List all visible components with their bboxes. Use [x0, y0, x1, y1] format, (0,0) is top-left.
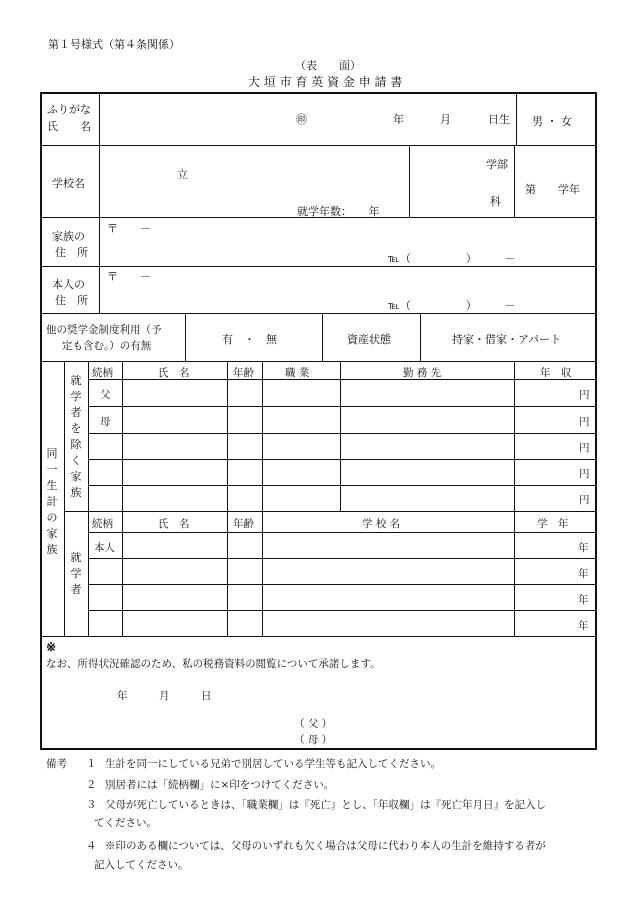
hh-col-g	[514, 361, 515, 636]
note-text: ※印のある欄については、父母のいずれも欠く場合は父母に代わり本人の生計を維持する者が	[105, 840, 546, 852]
consent-text: なお、所得状況確認のため、私の税務資料の閲覧について承諾します。	[46, 658, 381, 670]
label-col	[99, 92, 100, 313]
seal-mark: ㊞	[296, 113, 307, 126]
student-label: 就学者	[70, 551, 82, 596]
sep-3	[40, 266, 597, 267]
header-occupation: 職 業	[285, 367, 310, 379]
years-label: 就学年数： 年	[297, 205, 380, 218]
note-num: ３	[86, 799, 97, 811]
asset-label: 資産状態	[347, 333, 391, 346]
income-unit: 円	[579, 442, 590, 454]
form-number: 第１号様式（第４条関係）	[48, 38, 180, 51]
birth-year: 年	[393, 113, 404, 126]
scholarship-label-2: 定も含む。）の有無	[62, 340, 152, 352]
consent-mother: （ 母 ）	[294, 734, 333, 746]
income-unit: 円	[579, 494, 590, 506]
school-ritsu: 立	[177, 168, 188, 181]
grade-unit: 年	[578, 542, 589, 554]
hh-col-f	[340, 361, 341, 511]
frame-bottom	[40, 748, 597, 750]
hh-col-c	[122, 361, 123, 636]
form-side: （表 面）	[295, 59, 361, 72]
frame-left	[40, 92, 42, 750]
sep-6	[40, 636, 597, 637]
furigana-label: ふりがな	[47, 103, 91, 116]
relation-mother: 母	[100, 416, 111, 428]
grade-unit: 年	[578, 620, 589, 632]
grade-unit: 年	[578, 568, 589, 580]
non-student-label: 就学者を除く家族	[70, 374, 82, 499]
sch-col-1	[185, 313, 186, 361]
relation-self: 本人	[94, 542, 115, 554]
grade-col	[514, 145, 515, 217]
department-label: 科	[490, 195, 501, 208]
sch-col-3	[420, 313, 421, 361]
sep-4	[40, 313, 597, 314]
note-num: １	[86, 758, 97, 770]
hh-row-10	[88, 610, 597, 611]
note-text: てください。	[94, 817, 157, 829]
income-unit: 円	[579, 468, 590, 480]
grade-label: 第 学年	[525, 183, 580, 196]
sch-col-2	[322, 313, 323, 361]
hh-col-b	[88, 361, 89, 636]
consent-father: （ 父 ）	[294, 718, 333, 730]
note-text: 父母が死亡しているときは、「職業欄」は『死亡』とし、「年収欄」は『死亡年月日』を記入し	[105, 799, 546, 811]
hh-col-d	[227, 361, 228, 636]
hh-row-3	[88, 433, 597, 434]
hh-col-a	[64, 361, 65, 636]
birth-month: 月	[440, 113, 451, 126]
hh-row-9	[88, 584, 597, 585]
note-num: ２	[86, 779, 97, 791]
faculty-label: 学部	[486, 158, 508, 171]
form-title: 大 垣 市 育 英 資 金 申 請 書	[248, 75, 403, 89]
household-label: 同一生計の家族	[46, 447, 58, 556]
header-grade: 学 年	[537, 518, 569, 530]
note-text: 別居者には「続柄欄」に×印をつけてください。	[105, 779, 335, 791]
name-label: 氏 名	[47, 120, 91, 133]
family-tel: ℡（ ） －	[388, 252, 516, 265]
family-address-label-2: 住 所	[55, 246, 88, 259]
hh-row-8	[88, 558, 597, 559]
hh-col-e	[262, 361, 263, 636]
family-postal: 〒 －	[107, 222, 151, 235]
header-workplace: 勤 務 先	[403, 367, 442, 379]
consent-mark: ※	[46, 640, 57, 654]
hh-row-2	[88, 406, 597, 407]
hh-row-4	[88, 459, 597, 460]
header-school: 学 校 名	[362, 518, 401, 530]
header-name: 氏 名	[158, 518, 190, 530]
header-age: 年齢	[233, 367, 254, 379]
notes-label: 備考	[46, 758, 67, 770]
hh-row-5	[88, 485, 597, 486]
income-unit: 円	[579, 389, 590, 401]
school-label: 学校名	[52, 177, 85, 190]
header-relation: 続柄	[92, 518, 113, 530]
self-tel: ℡（ ） －	[388, 299, 516, 312]
family-address-label-1: 家族の	[52, 230, 85, 243]
header-income: 年 収	[540, 367, 572, 379]
note-text: 記入してください。	[94, 859, 189, 871]
relation-father: 父	[100, 389, 111, 401]
header-age: 年齢	[233, 518, 254, 530]
header-name: 氏 名	[158, 367, 190, 379]
asset-choice[interactable]: 持家・借家・アパート	[452, 333, 562, 346]
note-text: 生計を同一にしている兄弟で別居している学生等も記入してください。	[105, 758, 441, 770]
scholarship-choice[interactable]: 有 ・ 無	[222, 333, 277, 346]
hh-row-7	[88, 532, 597, 533]
gender-choice[interactable]: 男 ・ 女	[532, 115, 572, 128]
faculty-col	[409, 145, 410, 217]
self-postal: 〒 －	[107, 270, 151, 283]
grade-unit: 年	[578, 594, 589, 606]
scholarship-label-1: 他の奨学金制度利用（予	[46, 324, 162, 336]
header-relation: 続柄	[92, 367, 113, 379]
note-num: ４	[86, 840, 97, 852]
birth-day: 日生	[488, 113, 510, 126]
self-address-label-2: 住 所	[55, 294, 88, 307]
frame-top	[40, 92, 597, 94]
hh-row-6	[64, 511, 597, 512]
frame-right	[595, 92, 597, 750]
consent-date: 年 月 日	[117, 690, 212, 702]
gender-col	[516, 92, 517, 145]
income-unit: 円	[579, 416, 590, 428]
self-address-label-1: 本人の	[52, 278, 85, 291]
